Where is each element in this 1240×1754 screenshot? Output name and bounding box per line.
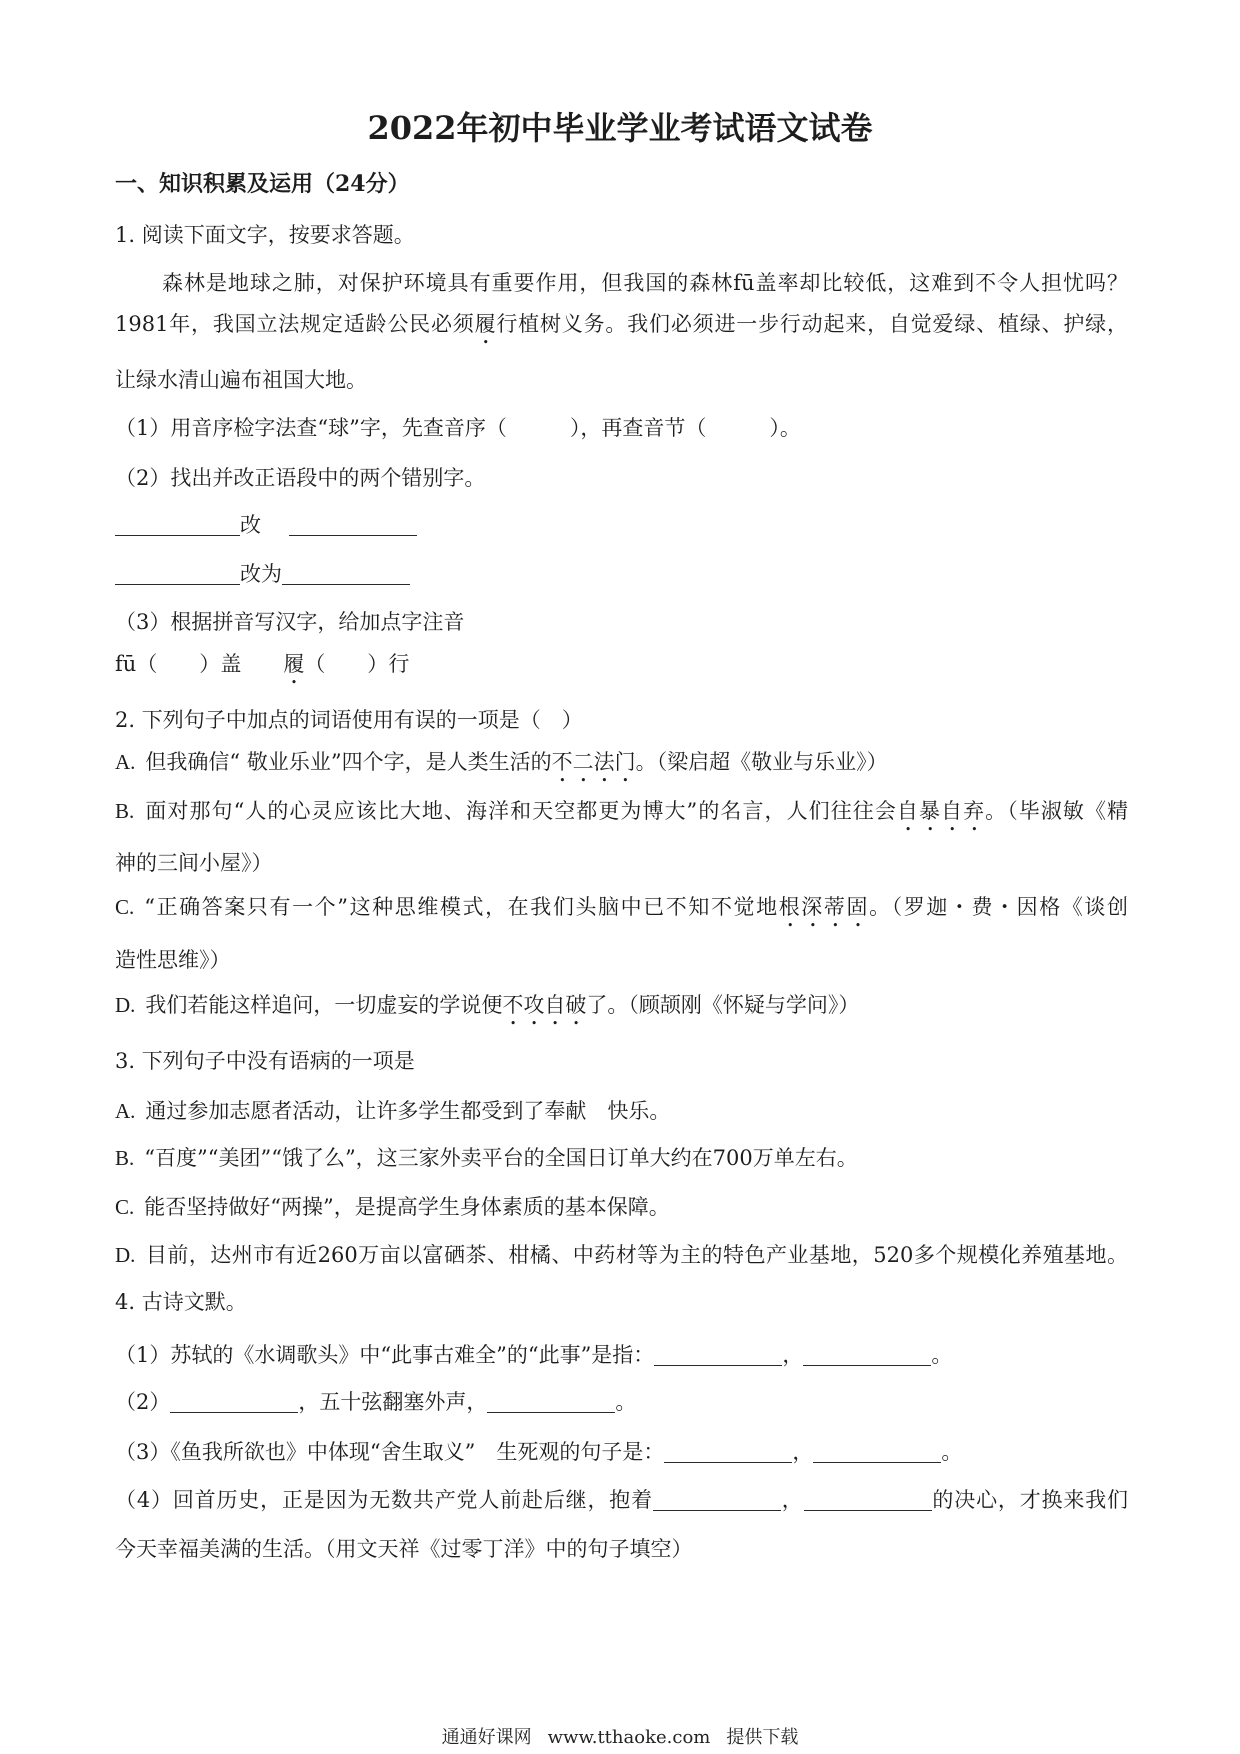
passage-line-3: 让绿水清山遍布祖国大地。	[115, 368, 367, 392]
answer-blank	[804, 1490, 932, 1511]
option-text: 能否坚持做好“两操”，是提高学生身体素质的基本保障。	[144, 1195, 670, 1219]
answer-blank	[289, 515, 417, 536]
answer-blank	[664, 1442, 792, 1463]
recitation-item-3	[115, 1437, 1128, 1467]
passage-text: 行植树义务。我们必须进一步行动起来，自觉爱绿、植绿、护绿，	[496, 312, 1128, 336]
option-text: 了。（顾颉刚《怀疑与学问》）	[586, 993, 860, 1017]
footer-url: www.tthaoke.com	[547, 1727, 711, 1748]
option-label: C.	[115, 895, 135, 919]
dotted-phrase: 不二法门	[551, 750, 636, 774]
correction-row-1	[115, 510, 1128, 540]
passage-line-2	[115, 309, 1128, 349]
dotted-phrase: 不攻自破	[502, 993, 587, 1017]
item-text: 的决心，才换来我们	[931, 1488, 1129, 1512]
char-text: 行	[388, 652, 410, 676]
dotted-phrase: 根深蒂固	[778, 895, 870, 919]
question-1-part-3: （3）根据拼音写汉字，给加点字注音	[115, 610, 465, 634]
exam-title: 2022年初中毕业学业考试语文试卷	[367, 109, 873, 147]
recitation-item-4	[115, 1485, 1128, 1515]
option-text: 。（梁启超《敬业与乐业》）	[635, 750, 888, 774]
footer-note: 提供下载	[726, 1727, 799, 1748]
section-heading: 一、知识积累及运用（24分）	[115, 171, 410, 197]
item-text: （3）《鱼我所欲也》中体现“舍生取义” 生死观的句子是：	[115, 1440, 665, 1464]
item-text: （1）苏轼的《水调歌头》中“此事古难全”的“此事”是指：	[115, 1343, 655, 1367]
q2-option-b	[115, 796, 1128, 836]
pinyin-row	[115, 649, 1128, 689]
option-label: B.	[115, 1146, 135, 1170]
option-text: “正确答案只有一个”这种思维模式，在我们头脑中已不知不觉地	[144, 895, 779, 919]
answer-blank	[803, 1345, 931, 1366]
option-text: 目前，达州市有近260万亩以富硒茶、柑橘、中药材等为主的特色产业基地，520多个规模化养殖基地。	[145, 1243, 1128, 1267]
option-text: 。（毕淑敏《精	[985, 799, 1129, 823]
q3-option-b	[115, 1143, 1128, 1173]
option-text: 但我确信“ 敬业乐业”四个字，是人类生活的	[145, 750, 552, 774]
passage-line-1: 森林是地球之肺，对保护环境具有重要作用，但我国的森林fū盖率却比较低，这难到不令人担忧吗？	[162, 271, 1128, 295]
dotted-char: 履	[474, 312, 497, 336]
passage-text: 1981年，我国立法规定适龄公民必须	[115, 312, 475, 336]
answer-blank	[487, 1392, 615, 1413]
correction-label: 改为	[240, 562, 282, 586]
answer-blank	[115, 515, 240, 536]
pinyin-text: fū	[115, 652, 137, 676]
footer-site-name: 通通好课网	[441, 1727, 532, 1748]
option-text: “百度”“美团”“饿了么”，这三家外卖平台的全国日订单大约在700万单左右。	[144, 1146, 858, 1170]
item-text: 。	[931, 1343, 953, 1367]
option-text: 我们若能这样追问，一切虚妄的学说便	[145, 993, 503, 1017]
option-text: 。（罗迦・费・因格《谈创	[869, 895, 1128, 919]
option-label: D.	[115, 1243, 136, 1267]
correction-row-2	[115, 559, 1128, 589]
item-text: 。	[615, 1390, 637, 1414]
recitation-item-4-continued: 今天幸福美满的生活。（用文天祥《过零丁洋》中的句子填空）	[115, 1537, 693, 1561]
item-text: ，	[780, 1488, 804, 1512]
option-text: 通过参加志愿者活动，让许多学生都受到了奉献 快乐。	[145, 1099, 671, 1123]
q2-option-d	[115, 990, 1128, 1030]
q2-option-c	[115, 892, 1128, 932]
item-text: ，五十弦翻塞外声，	[298, 1390, 488, 1414]
recitation-item-1	[115, 1340, 1128, 1370]
answer-paren: （ ）	[304, 652, 389, 676]
answer-blank	[282, 564, 410, 585]
answer-blank	[654, 1345, 782, 1366]
question-3-stem: 3. 下列句子中没有语病的一项是	[115, 1049, 415, 1073]
answer-blank	[813, 1442, 941, 1463]
option-label: A.	[115, 1099, 136, 1123]
option-label: A.	[115, 750, 136, 774]
answer-blank	[115, 564, 240, 585]
item-text: （4）回首历史，正是因为无数共产党人前赴后继，抱着	[115, 1488, 653, 1512]
dotted-char: 履	[283, 652, 305, 676]
item-text: ，	[782, 1343, 804, 1367]
item-text: 。	[941, 1440, 963, 1464]
answer-blank	[653, 1490, 781, 1511]
q2-option-b-continued: 神的三间小屋》）	[115, 851, 273, 875]
option-label: B.	[115, 799, 135, 823]
recitation-item-2	[115, 1387, 1128, 1417]
question-1-part-2: （2）找出并改正语段中的两个错别字。	[115, 466, 486, 490]
option-text: 面对那句“人的心灵应该比大地、海洋和天空都更为博大”的名言，人们往往会	[144, 799, 897, 823]
correction-label: 改	[240, 513, 261, 537]
question-1-part-1: （1）用音序检字法查“球”字，先查音序（ ），再查音节（ ）。	[115, 416, 801, 440]
option-label: C.	[115, 1195, 135, 1219]
question-1-stem: 1. 阅读下面文字，按要求答题。	[115, 223, 415, 247]
answer-paren: （ ）	[136, 652, 221, 676]
question-4-stem: 4. 古诗文默。	[115, 1290, 247, 1314]
question-2-stem: 2. 下列句子中加点的词语使用有误的一项是（ ）	[115, 708, 583, 732]
char-text: 盖	[220, 652, 242, 676]
q2-option-c-continued: 造性思维》）	[115, 948, 231, 972]
item-text: ，	[792, 1440, 814, 1464]
answer-blank	[170, 1392, 298, 1413]
option-label: D.	[115, 993, 136, 1017]
page-footer	[0, 1726, 1240, 1750]
q3-option-c	[115, 1192, 1128, 1222]
q3-option-a	[115, 1096, 1128, 1126]
q2-option-a	[115, 747, 1128, 787]
item-text: （2）	[115, 1390, 171, 1414]
dotted-phrase: 自暴自弃	[896, 799, 986, 823]
q3-option-d	[115, 1240, 1128, 1270]
